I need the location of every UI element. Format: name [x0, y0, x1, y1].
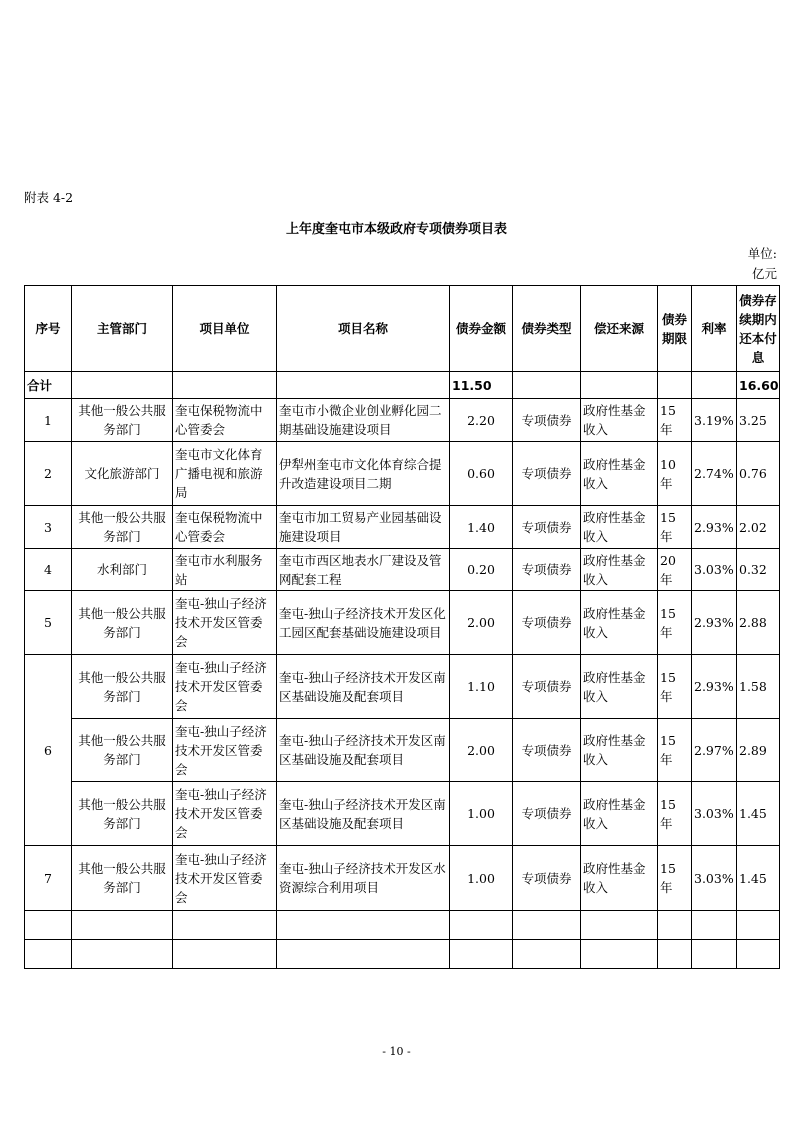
row-amount: 1.40 — [450, 506, 513, 549]
row-unit: 奎屯-独山子经济技术开发区管委会 — [173, 719, 277, 782]
row-type: 专项债券 — [513, 591, 581, 655]
header-row — [25, 286, 780, 372]
row-repay: 1.58 — [737, 655, 780, 719]
row-repay: 2.89 — [737, 719, 780, 782]
row-type: 专项债券 — [513, 549, 581, 591]
row-repay: 1.45 — [737, 846, 780, 911]
row-dept: 其他一般公共服务部门 — [72, 399, 173, 442]
unit-value: 亿元 — [751, 266, 777, 281]
row-source: 政府性基金收入 — [581, 846, 658, 911]
row-repay: 2.88 — [737, 591, 780, 655]
empty-row — [25, 911, 780, 940]
row-source: 政府性基金收入 — [581, 399, 658, 442]
header-dept: 主管部门 — [72, 286, 173, 372]
row-term: 20 年 — [658, 549, 692, 591]
row-repay: 0.32 — [737, 549, 780, 591]
row-term: 15 年 — [658, 399, 692, 442]
row-type: 专项债券 — [513, 506, 581, 549]
header-rate: 利率 — [692, 286, 737, 372]
row-unit: 奎屯保税物流中心管委会 — [173, 399, 277, 442]
row-rate: 3.03% — [692, 846, 737, 911]
row-term: 15 年 — [658, 506, 692, 549]
row-unit: 奎屯市文化体育广播电视和旅游局 — [173, 442, 277, 506]
row-dept: 其他一般公共服务部门 — [72, 506, 173, 549]
row-unit: 奎屯-独山子经济技术开发区管委会 — [173, 782, 277, 846]
unit-label: 单位: — [747, 246, 777, 261]
row-type: 专项债券 — [513, 442, 581, 506]
table-row — [25, 591, 780, 655]
row-source: 政府性基金收入 — [581, 591, 658, 655]
row-rate: 2.97% — [692, 719, 737, 782]
row-rate: 2.93% — [692, 591, 737, 655]
row-term: 15 年 — [658, 846, 692, 911]
table-row — [25, 506, 780, 549]
row-dept: 其他一般公共服务部门 — [72, 846, 173, 911]
row-dept: 水利部门 — [72, 549, 173, 591]
row-dept: 其他一般公共服务部门 — [72, 655, 173, 719]
header-seq: 序号 — [25, 286, 72, 372]
header-name: 项目名称 — [277, 286, 450, 372]
table-row — [25, 442, 780, 506]
row-seq: 3 — [25, 506, 72, 549]
row-term: 15 年 — [658, 782, 692, 846]
header-repay-line2: 续期内 — [739, 311, 777, 327]
row-name: 奎屯-独山子经济技术开发区水资源综合利用项目 — [277, 846, 450, 911]
row-rate: 2.74% — [692, 442, 737, 506]
row-name: 奎屯市西区地表水厂建设及管网配套工程 — [277, 549, 450, 591]
table-row — [25, 655, 780, 719]
row-source: 政府性基金收入 — [581, 782, 658, 846]
row-term: 15 年 — [658, 655, 692, 719]
row-rate: 2.93% — [692, 506, 737, 549]
row-rate: 3.03% — [692, 549, 737, 591]
row-source: 政府性基金收入 — [581, 549, 658, 591]
row-type: 专项债券 — [513, 719, 581, 782]
header-repay-line4: 息 — [751, 349, 765, 365]
row-amount: 0.20 — [450, 549, 513, 591]
row-type: 专项债券 — [513, 782, 581, 846]
row-repay: 2.02 — [737, 506, 780, 549]
row-rate: 3.03% — [692, 782, 737, 846]
row-amount: 2.00 — [450, 591, 513, 655]
row-name: 奎屯市小微企业创业孵化园二期基础设施建设项目 — [277, 399, 450, 442]
row-name: 奎屯-独山子经济技术开发区化工园区配套基础设施建设项目 — [277, 591, 450, 655]
bond-project-table — [24, 285, 780, 969]
row-type: 专项债券 — [513, 655, 581, 719]
row-source: 政府性基金收入 — [581, 655, 658, 719]
row-dept: 其他一般公共服务部门 — [72, 782, 173, 846]
header-amount: 债券金额 — [450, 286, 513, 372]
row-amount: 1.00 — [450, 846, 513, 911]
row-term: 15 年 — [658, 719, 692, 782]
row-seq: 6 — [25, 655, 72, 846]
header-unit: 项目单位 — [173, 286, 277, 372]
row-name: 奎屯-独山子经济技术开发区南区基础设施及配套项目 — [277, 782, 450, 846]
row-seq: 4 — [25, 549, 72, 591]
row-rate: 2.93% — [692, 655, 737, 719]
row-repay: 1.45 — [737, 782, 780, 846]
row-repay: 0.76 — [737, 442, 780, 506]
page-number: - 10 - — [382, 1045, 411, 1058]
table-row — [25, 399, 780, 442]
header-type: 债券类型 — [513, 286, 581, 372]
total-amount: 11.50 — [450, 372, 513, 399]
table-row — [25, 549, 780, 591]
row-name: 奎屯-独山子经济技术开发区南区基础设施及配套项目 — [277, 719, 450, 782]
header-repay-line3: 还本付 — [739, 330, 777, 346]
table-row — [25, 719, 780, 782]
empty-row — [25, 940, 780, 969]
row-term: 15 年 — [658, 591, 692, 655]
row-seq: 5 — [25, 591, 72, 655]
row-amount: 1.00 — [450, 782, 513, 846]
appendix-label: 附表 4-2 — [24, 190, 74, 205]
row-rate: 3.19% — [692, 399, 737, 442]
table-row — [25, 846, 780, 911]
row-source: 政府性基金收入 — [581, 506, 658, 549]
row-seq: 7 — [25, 846, 72, 911]
header-repay-line1: 债券存 — [739, 292, 777, 308]
row-term: 10 年 — [658, 442, 692, 506]
header-term-line1: 债券 — [661, 311, 687, 327]
row-amount: 2.00 — [450, 719, 513, 782]
row-unit: 奎屯保税物流中心管委会 — [173, 506, 277, 549]
page-title: 上年度奎屯市本级政府专项债券项目表 — [285, 222, 507, 237]
total-label: 合计 — [25, 372, 72, 399]
row-name: 伊犁州奎屯市文化体育综合提升改造建设项目二期 — [277, 442, 450, 506]
row-seq: 2 — [25, 442, 72, 506]
header-repay — [737, 286, 780, 372]
total-repay: 16.60 — [737, 372, 780, 399]
row-unit: 奎屯市水利服务站 — [173, 549, 277, 591]
row-source: 政府性基金收入 — [581, 719, 658, 782]
row-source: 政府性基金收入 — [581, 442, 658, 506]
table-row — [25, 782, 780, 846]
row-type: 专项债券 — [513, 846, 581, 911]
row-amount: 0.60 — [450, 442, 513, 506]
header-term — [658, 286, 692, 372]
total-row — [25, 372, 780, 399]
row-unit: 奎屯-独山子经济技术开发区管委会 — [173, 846, 277, 911]
row-name: 奎屯-独山子经济技术开发区南区基础设施及配套项目 — [277, 655, 450, 719]
header-source: 偿还来源 — [581, 286, 658, 372]
row-type: 专项债券 — [513, 399, 581, 442]
row-amount: 1.10 — [450, 655, 513, 719]
row-dept: 其他一般公共服务部门 — [72, 591, 173, 655]
row-repay: 3.25 — [737, 399, 780, 442]
row-seq: 1 — [25, 399, 72, 442]
row-unit: 奎屯-独山子经济技术开发区管委会 — [173, 655, 277, 719]
row-dept: 其他一般公共服务部门 — [72, 719, 173, 782]
row-dept: 文化旅游部门 — [72, 442, 173, 506]
row-name: 奎屯市加工贸易产业园基础设施建设项目 — [277, 506, 450, 549]
row-unit: 奎屯-独山子经济技术开发区管委会 — [173, 591, 277, 655]
row-amount: 2.20 — [450, 399, 513, 442]
header-term-line2: 期限 — [661, 330, 687, 346]
